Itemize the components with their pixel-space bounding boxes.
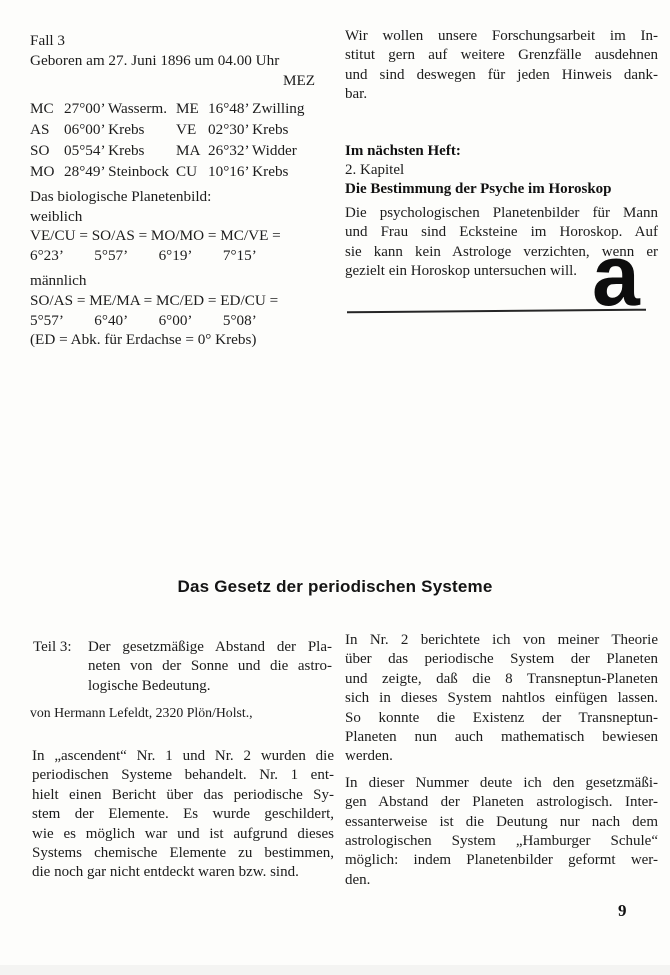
text-line: und sind deswegen für jeden Hinweis dank- [345,66,658,83]
text-line: sie kann kein Astrologe verzichten, wenn er [345,243,658,260]
horoscope-data-block [30,31,332,350]
text-line: wie es möglich war und ist aufgrund dieses [32,825,334,842]
intro-paragraph [32,747,334,883]
next-issue-heading: Im nächsten Heft: [345,142,461,159]
planet-position: 27°00’ Wasserm. [64,100,167,117]
interpretation-paragraph [345,774,658,890]
text-line: hielt einen Bericht über das periodische Sy- [32,786,334,803]
planet-position: 10°16’ Krebs [208,163,289,180]
text-line: So konnte die Existenz der Transneptun- [345,709,658,726]
part-title-block [33,638,332,696]
text-line: gezielt ein Horoskop untersuchen will. [345,263,578,280]
planet-position: 26°32’ Widder [208,142,297,159]
planet-positions-table [30,98,332,182]
table-row [30,98,332,119]
text-line: den. [345,871,371,888]
text-line: essanterweise ist die Deutung nur nach dem [345,813,658,830]
female-formula: VE/CU = SO/AS = MO/MO = MC/VE = [30,227,281,245]
planet-label: SO [30,142,50,159]
bio-heading: Das biologische Planetenbild: [30,188,212,205]
male-label: männlich [30,272,87,290]
text-line: In Nr. 2 berichtete ich von meiner Theorie [345,632,658,648]
planet-label: MC [30,100,54,117]
text-line: bar. [345,86,368,103]
planet-position: 16°48’ Zwilling [208,100,305,117]
text-line: periodischen Systeme behandelt. Nr. 1 ent- [32,767,334,784]
table-row [30,119,332,140]
text-line: möglich: indem Planetenbilder geformt wer- [345,852,658,869]
article-right-column [345,631,658,890]
planet-position: 02°30’ Krebs [208,121,289,138]
text-line: Die psychologischen Planetenbilder für Mann [345,204,658,221]
scan-edge-shadow [0,965,670,975]
planet-label: MA [176,142,201,159]
next-issue-title: Die Bestimmung der Psyche im Horoskop [345,181,612,198]
text-line: sich in dieses System nahtlos einfügen lassen. [345,690,658,707]
text-line: astrologischen System „Hamburger Schule“ [345,833,658,850]
text-line: Wir wollen unsere Forschungsarbeit im In- [345,28,658,44]
planet-position: 06°00’ Krebs [64,121,145,138]
planet-label: CU [176,163,198,180]
male-values: 5°57’ 6°40’ 6°00’ 5°08’ [30,311,257,329]
text-line: und zeigte, daß die 8 Transneptun-Planeten [345,670,658,687]
timezone-label: MEZ [282,72,315,89]
text-line: In dieser Nummer deute ich den gesetzmäßi- [345,774,658,791]
planet-label: AS [30,121,50,138]
part-title [88,638,332,696]
next-issue-chapter: 2. Kapitel [345,162,405,179]
author-byline: von Hermann Lefeldt, 2320 Plön/Holst., [30,705,253,720]
female-values: 6°23’ 5°57’ 6°19’ 7°15’ [30,246,257,264]
ascendent-magazine-logo: a [592,228,640,324]
planet-position: 28°49’ Steinbock [64,163,169,180]
text-line: stitut gern auf weitere Grenzfälle ausdehnen [345,47,658,64]
text-line: und Frau sind Ecksteine im Horoskop. Auf [345,224,658,241]
planet-label: VE [176,121,197,138]
text-line: stem der Elemente. Es wurde geschildert, [32,806,334,823]
text-line: Planeten nun auch mathematisch bewiesen [345,729,658,746]
text-line: logische Bedeutung. [88,677,211,694]
article-heading: Das Gesetz der periodischen Systeme [177,577,493,596]
text-line: über das periodische System der Planeten [345,651,658,668]
ed-abbreviation-note: (ED = Abk. für Erdachse = 0° Krebs) [30,331,257,349]
part-label: Teil 3: [33,639,72,655]
female-label: weiblich [30,207,83,225]
text-line: werden. [345,748,393,765]
table-row [30,140,332,161]
planet-position: 05°54’ Krebs [64,142,145,159]
page-number: 9 [618,901,627,920]
planet-label: ME [176,100,199,117]
biological-planet-picture [30,187,332,350]
text-line: In „ascendent“ Nr. 1 und Nr. 2 wurden die [32,748,334,764]
text-line: die noch gar nicht entdeckt waren bzw. sind. [32,864,299,881]
case-title: Fall 3 [30,32,66,49]
planet-label: MO [30,163,55,180]
theory-paragraph [345,631,658,767]
table-row [30,161,332,182]
text-line: neten von der Sonne und die astro- [88,658,332,675]
text-line: Der gesetzmäßige Abstand der Pla- [88,639,332,655]
research-note-paragraph [345,27,658,105]
male-formula: SO/AS = ME/MA = MC/ED = ED/CU = [30,291,279,309]
text-line: Systems chemische Elemente zu bestimmen, [32,845,334,862]
text-line: gen Abstand der Planeten astrologisch. Inter- [345,794,658,811]
birth-date-line: Geboren am 27. Juni 1896 um 04.00 Uhr [30,52,280,69]
